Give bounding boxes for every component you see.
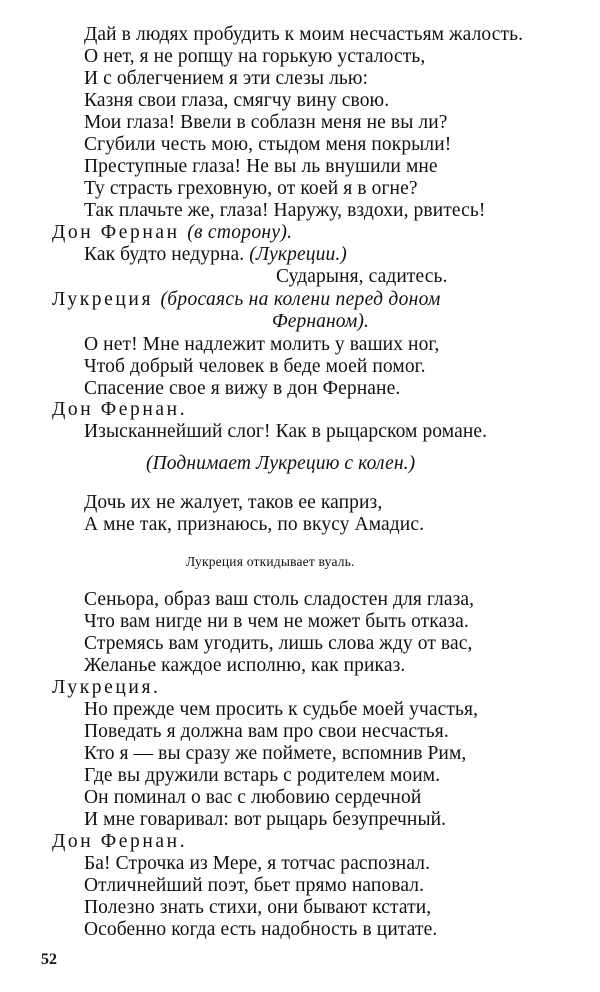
speaker-name: Дон Фернан	[52, 222, 180, 243]
verse-line: Ту страсть греховную, от коей я в огне?	[84, 178, 418, 199]
stage-direction: (бросаясь на колени перед доном	[160, 289, 441, 310]
aside-direction: (Лукреции.)	[249, 244, 347, 265]
verse-line: Чтоб добрый человек в беде моей помог.	[84, 356, 426, 377]
verse-line: Казня свои глаза, смягчу вину свою.	[84, 90, 390, 111]
verse-line: А мне так, признаюсь, по вкусу Амадис.	[84, 514, 425, 535]
verse-line: Дай в людях пробудить к моим несчастьям жалость.	[84, 24, 524, 45]
verse-line: Желанье каждое исполню, как приказ.	[84, 655, 406, 676]
verse-line: Отличнейший поэт, бьет прямо наповал.	[84, 875, 425, 896]
stage-direction: Лукреция откидывает вуаль.	[186, 554, 355, 569]
speaker-heading: Лукреция.	[52, 677, 161, 698]
verse-line: Стремясь вам угодить, лишь слова жду от вас,	[84, 633, 473, 654]
verse-line: Ба! Строчка из Мере, я тотчас распознал.	[84, 853, 431, 874]
verse-text: Как будто недурна.	[84, 244, 245, 265]
page-number: 52	[41, 951, 57, 968]
verse-line: Сгубили честь мою, стыдом меня покрыли!	[84, 134, 452, 155]
verse-line: Полезно знать стихи, они бывают кстати,	[84, 897, 432, 918]
verse-line: Где вы дружили встарь с родителем моим.	[84, 765, 441, 786]
speaker-heading: Дон Фернан.	[52, 399, 188, 420]
verse-line: Особенно когда есть надобность в цитате.	[84, 919, 438, 940]
stage-direction: (в сторону).	[187, 222, 293, 243]
verse-line: Мои глаза! Ввели в соблазн меня не вы ли?	[84, 112, 448, 133]
verse-line: Сеньора, образ ваш столь сладостен для глаза,	[84, 589, 475, 610]
speaker-name: Лукреция	[52, 289, 154, 310]
verse-line: И с облегчением я эти слезы лью:	[84, 68, 369, 89]
verse-line: Поведать я должна вам про свои несчастья.	[84, 721, 449, 742]
speaker-heading: Дон Фернан.	[52, 831, 188, 852]
stage-direction-continued: Фернаном).	[272, 311, 370, 332]
verse-line: Изысканнейший слог! Как в рыцарском романе.	[84, 421, 488, 442]
verse-line: Дочь их не жалует, таков ее каприз,	[84, 492, 383, 513]
stage-direction: (Поднимает Лукрецию с колен.)	[146, 453, 416, 474]
verse-line: И мне говаривал: вот рыцарь безупречный.	[84, 809, 447, 830]
verse-line: О нет! Мне надлежит молить у ваших ног,	[84, 334, 440, 355]
verse-line: О нет, я не ропщу на горькую усталость,	[84, 46, 426, 67]
speaker-heading	[52, 221, 292, 244]
speaker-heading	[52, 288, 441, 311]
verse-line	[84, 243, 347, 266]
verse-line: Так плачьте же, глаза! Наружу, вздохи, рвитесь!	[84, 200, 486, 221]
verse-line: Что вам нигде ни в чем не может быть отказа.	[84, 611, 469, 632]
verse-line: Сударыня, садитесь.	[276, 266, 448, 287]
verse-line: Преступные глаза! Не вы ль внушили мне	[84, 156, 438, 177]
verse-line: Кто я — вы сразу же поймете, вспомнив Рим,	[84, 743, 467, 764]
verse-line: Но прежде чем просить к судьбе моей участья,	[84, 699, 479, 720]
verse-line: Спасение свое я вижу в дон Фернане.	[84, 378, 401, 399]
verse-line: Он поминал о вас с любовию сердечной	[84, 787, 422, 808]
